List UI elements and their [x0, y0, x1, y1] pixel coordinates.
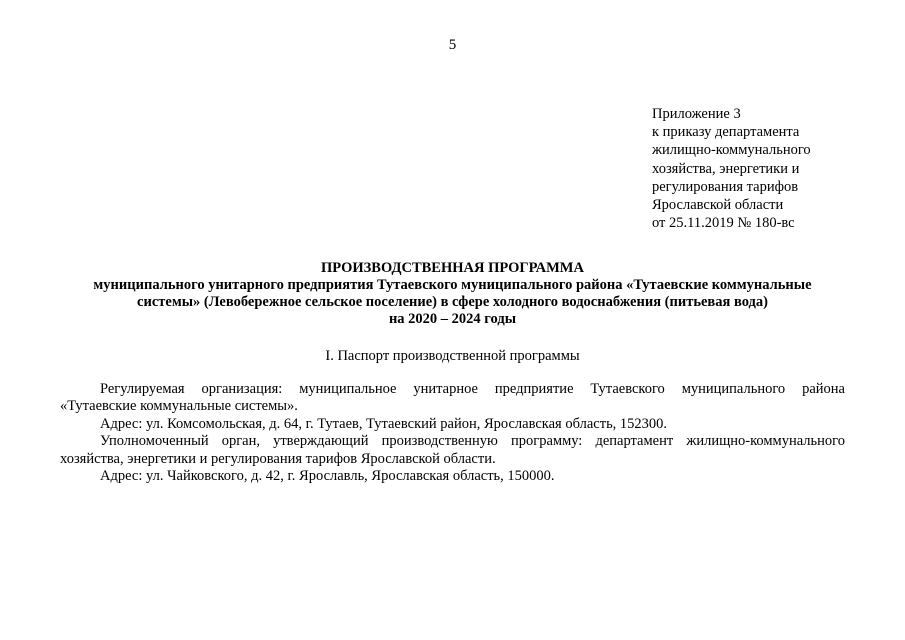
org-address: Адрес: ул. Комсомольская, д. 64, г. Тутаев, Тутаевский район, Ярославская область, 152300. — [100, 415, 668, 432]
appendix-line: от 25.11.2019 № 180-вс — [652, 215, 795, 232]
title-line: на 2020 – 2024 годы — [388, 311, 517, 327]
appendix-line: Ярославской области — [652, 197, 784, 214]
regulated-org-line: Регулируемая организация: муниципальное унитарное предприятие Тутаевского муниципального района — [100, 381, 845, 397]
authority-address: Адрес: ул. Чайковского, д. 42, г. Ярославль, Ярославская область, 150000. — [100, 468, 555, 485]
authority-line: Уполномоченный орган, утверждающий производственную программу: департамент жилищно-коммунального — [100, 433, 845, 450]
title-line: системы» (Левобережное сельское поселение) в сфере холодного водоснабжения (питьевая вода) — [137, 294, 768, 310]
appendix-block — [652, 105, 882, 232]
appendix-line: хозяйства, энергетики и — [652, 160, 800, 177]
appendix-line: к приказу департамента — [652, 124, 800, 141]
page-number: 5 — [448, 37, 457, 53]
regulated-org-line: «Тутаевские коммунальные системы». — [60, 398, 298, 415]
title-line: ПРОИЗВОДСТВЕННАЯ ПРОГРАММА — [321, 260, 584, 276]
authority-line: хозяйства, энергетики и регулирования тарифов Ярославской области. — [60, 450, 496, 467]
appendix-line: жилищно-коммунального — [652, 142, 811, 159]
title-line: муниципального унитарного предприятия Тутаевского муниципального района «Тутаевские коммунальные — [93, 277, 812, 293]
appendix-line: Приложение 3 — [652, 106, 741, 122]
appendix-line: регулирования тарифов — [652, 178, 799, 195]
document-title — [60, 260, 845, 328]
section-heading: I. Паспорт производственной программы — [325, 348, 580, 364]
body-text — [60, 381, 845, 485]
